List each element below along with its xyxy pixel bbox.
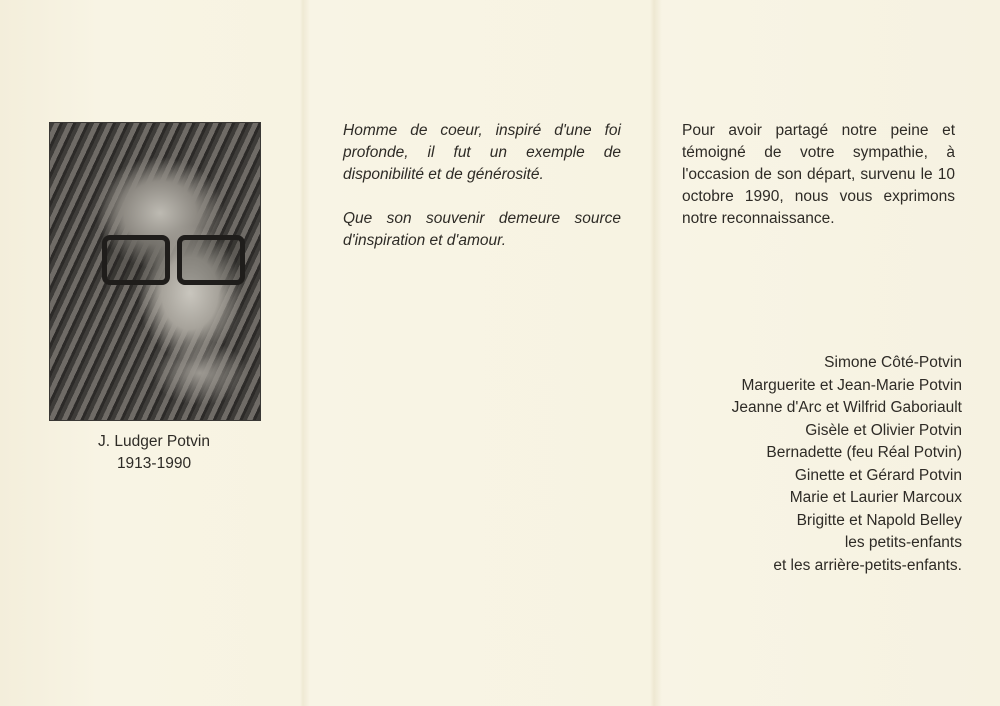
signatory: Brigitte et Napold Belley	[796, 511, 962, 529]
memory-paragraph: Que son souvenir demeure source d'inspiration et d'amour.	[343, 210, 621, 249]
tribute-paragraph: Homme de coeur, inspiré d'une foi profonde, il fut un exemple de disponibilité et de générosité.	[343, 122, 621, 183]
signatory: Bernadette (feu Réal Potvin)	[766, 444, 962, 461]
glasses-shape	[102, 235, 242, 279]
portrait-photo	[49, 122, 261, 421]
signatories-list	[642, 352, 962, 577]
signatory: Simone Côté-Potvin	[824, 354, 962, 371]
signatory: Marie et Laurier Marcoux	[789, 489, 962, 506]
signatory: Gisèle et Olivier Potvin	[805, 421, 962, 439]
signatory: Marguerite et Jean-Marie Potvin	[741, 376, 962, 394]
thanks-paragraph: Pour avoir partagé notre peine et témoigné de votre sympathie, à l'occasion de son départ, survenu le 10 octobre 1990, nous vous exprimons notre reconnaissance.	[682, 122, 955, 227]
signatory: et les arrière-petits-enfants.	[773, 556, 962, 574]
deceased-name: J. Ludger Potvin	[97, 433, 210, 450]
signatory: Jeanne d'Arc et Wilfrid Gaboriault	[731, 399, 962, 416]
signatory: Ginette et Gérard Potvin	[794, 466, 962, 484]
life-years: 1913-1990	[116, 455, 192, 472]
signatory: les petits-enfants	[844, 534, 962, 551]
